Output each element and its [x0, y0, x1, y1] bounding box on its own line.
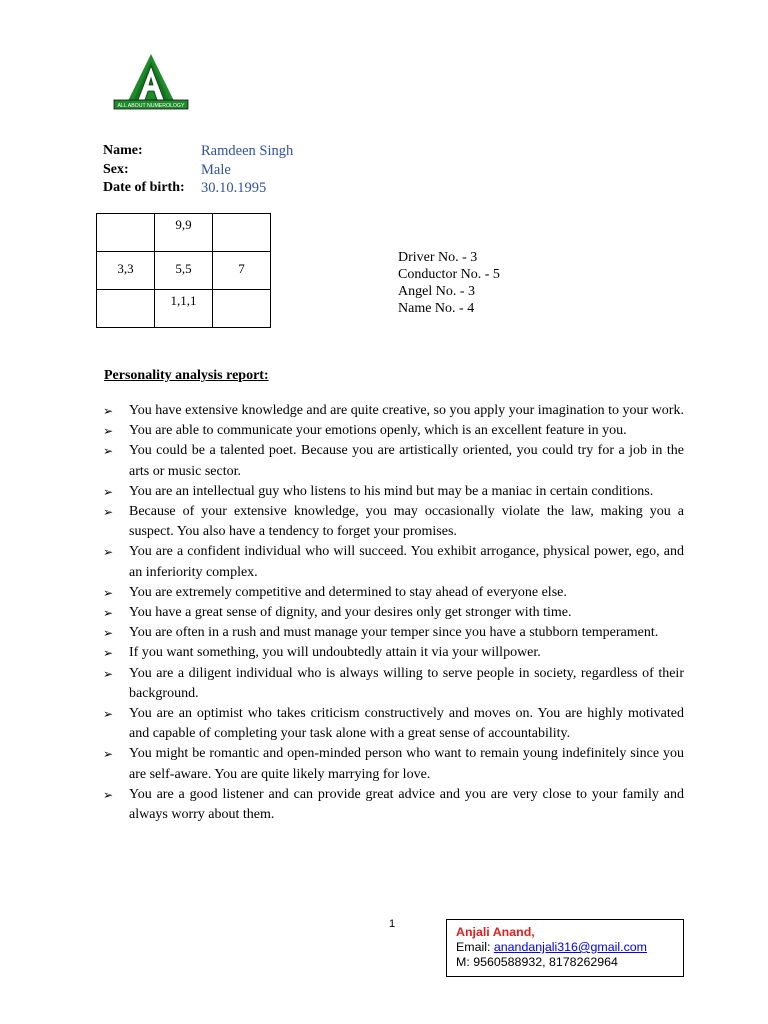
contact-phone: M: 9560588932, 8178262964: [456, 955, 618, 969]
arrow-bullet-icon: ➢: [103, 404, 114, 418]
report-item-text: You are extremely competitive and determined to stay ahead of everyone else.: [129, 584, 567, 600]
report-item-text: If you want something, you will undoubtedly attain it via your willpower.: [129, 645, 541, 661]
report-item-text: You are a confident individual who will succeed. You exhibit arrogance, physical power, ego, and an inferiority complex.: [129, 544, 684, 580]
grid-cell: 5,5: [155, 252, 213, 290]
report-item: [103, 502, 684, 542]
grid-row: [97, 214, 271, 252]
arrow-bullet-icon: ➢: [103, 505, 114, 520]
contact-name: Anjali Anand,: [456, 925, 535, 939]
dob-row: [103, 179, 293, 198]
report-item: [103, 583, 684, 603]
report-item: [103, 664, 684, 704]
report-item: [103, 482, 684, 502]
report-item-text: You have extensive knowledge and are quite creative, so you apply your imagination to your work.: [129, 403, 684, 418]
angel-number: Angel No. - 3: [398, 284, 475, 299]
report-item: [103, 421, 684, 441]
profile-details: [103, 142, 293, 198]
logo-tagline: ALL ABOUT NUMEROLOGY: [117, 103, 185, 109]
arrow-bullet-icon: ➢: [103, 646, 114, 661]
name-row: [103, 142, 293, 161]
conductor-number: Conductor No. - 5: [398, 267, 500, 282]
numerology-numbers: [398, 249, 500, 317]
all-about-numerology-logo: [112, 52, 190, 114]
report-item: [103, 744, 684, 784]
report-item: [103, 542, 684, 582]
arrow-bullet-icon: ➢: [103, 606, 114, 621]
report-item: [103, 623, 684, 643]
report-item-text: You are often in a rush and must manage your temper since you have a stubborn temperament.: [129, 625, 659, 641]
report-list: [103, 401, 684, 825]
arrow-bullet-icon: ➢: [103, 787, 114, 802]
grid-cell: [97, 290, 155, 328]
report-item-text: You might be romantic and open-minded person who want to remain young indefinitely since you are self-aware. You are quite likely marrying for love.: [129, 746, 684, 782]
lo-shu-grid: [96, 213, 271, 328]
email-label: Email:: [456, 940, 494, 954]
sex-value: Male: [201, 161, 231, 178]
report-title: Personality analysis report:: [104, 368, 269, 383]
report-item: [103, 785, 684, 825]
grid-cell: [97, 214, 155, 252]
grid-cell: 7: [213, 252, 271, 290]
report-item-text: Because of your extensive knowledge, you may occasionally violate the law, making you a suspect. You also have a tendency to forget your promises.: [129, 504, 684, 540]
report-item-text: You are a good listener and can provide great advice and you are very close to your family and always worry about them.: [129, 786, 684, 823]
name-label: Name:: [103, 143, 143, 158]
name-value: Ramdeen Singh: [201, 143, 294, 159]
driver-number: Driver No. - 3: [398, 250, 478, 265]
contact-box: [446, 919, 684, 977]
arrow-bullet-icon: ➢: [103, 424, 114, 439]
report-item-text: You are able to communicate your emotions openly, which is an excellent feature in you.: [129, 423, 627, 439]
dob-label: Date of birth:: [103, 180, 185, 195]
report-item-text: You could be a talented poet. Because you are artistically oriented, you could try for a job in the arts or music sector.: [129, 443, 684, 479]
grid-cell: [213, 214, 271, 252]
report-item: [103, 704, 684, 744]
arrow-bullet-icon: ➢: [103, 747, 114, 762]
dob-value: 30.10.1995: [201, 180, 267, 196]
arrow-bullet-icon: ➢: [103, 444, 114, 459]
report-item-text: You are a diligent individual who is always willing to serve people in society, regardless of their background.: [129, 665, 684, 701]
contact-email-row: [456, 940, 683, 955]
report-item: [103, 401, 684, 421]
grid-row: [97, 252, 271, 290]
report-item-text: You are an optimist who takes criticism constructively and moves on. You are highly motivated and capable of completing your task alone with a great sense of accountability.: [129, 706, 684, 742]
grid-cell: 1,1,1: [155, 290, 213, 328]
arrow-bullet-icon: ➢: [103, 666, 114, 681]
page-number: 1: [389, 918, 396, 930]
sex-row: [103, 161, 293, 180]
grid-cell: 3,3: [97, 252, 155, 290]
report-item: [103, 441, 684, 481]
report-item-text: You are an intellectual guy who listens to his mind but may be a maniac in certain conditions.: [129, 483, 654, 499]
grid-cell: [213, 290, 271, 328]
report-item-text: You have a great sense of dignity, and your desires only get stronger with time.: [129, 605, 572, 621]
report-item: [103, 603, 684, 623]
arrow-bullet-icon: ➢: [103, 545, 114, 560]
name-number: Name No. - 4: [398, 301, 475, 316]
email-link[interactable]: anandanjali316@gmail.com: [493, 940, 647, 954]
sex-label: Sex:: [103, 161, 129, 177]
arrow-bullet-icon: ➢: [103, 585, 114, 600]
grid-cell: 9,9: [155, 214, 213, 252]
arrow-bullet-icon: ➢: [103, 626, 114, 641]
arrow-bullet-icon: ➢: [103, 484, 114, 499]
report-item: [103, 643, 684, 663]
grid-row: [97, 290, 271, 328]
arrow-bullet-icon: ➢: [103, 707, 114, 722]
